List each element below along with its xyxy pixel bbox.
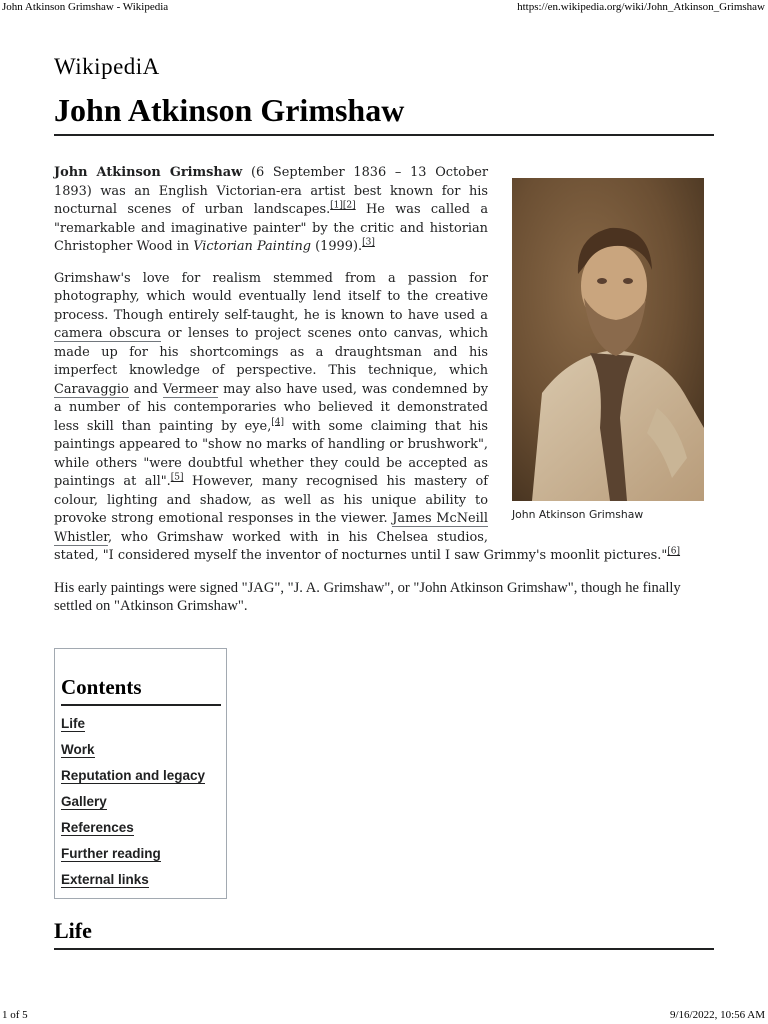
page-title: John Atkinson Grimshaw <box>54 92 405 128</box>
infobox-thumbnail <box>512 178 714 525</box>
print-page-count: 1 of 5 <box>2 1009 28 1021</box>
print-footer <box>0 1009 768 1024</box>
infobox-caption: John Atkinson Grimshaw <box>512 508 644 521</box>
article-body <box>54 164 714 629</box>
wikipedia-wordmark[interactable] <box>54 54 160 80</box>
lead-paragraph-2: Grimshaw's love for realism stemmed from a passion for photography, which would eventually lend itself to the creative process. Though entirely self-taught, he is known to have used a camera obscura or lenses to project scenes onto canvas, which made up for his shortcomings as a draughtsman and his imperfect knowledge of perspective. This technique, which Caravaggio and Vermeer may also have used, was condemned by a number of his contemporaries who believed it demonstrated less skill than painting by eye,[4] with some claiming that his paintings appeared to "show no marks of handling or brushwork", while others "were doubtful whether they could be accepted as paintings at all".[5] However, many recognised his mastery of colour, lighting and shadow, as well as his unique ability to provoke strong emotional responses in the viewer. James McNeill Whistler, who Grimshaw worked with in his Chelsea studios, stated, "I considered myself the inventor of nocturnes until I saw Grimmy's moonlit pictures."[6] <box>54 270 681 563</box>
link-camera-obscura[interactable]: camera obscura <box>54 326 162 341</box>
toc-item-life[interactable]: Life <box>61 716 86 731</box>
print-url: https://en.wikipedia.org/wiki/John_Atkinson_Grimshaw <box>517 1 765 13</box>
toc-item-external-links[interactable]: External links <box>61 872 149 887</box>
toc-item-gallery[interactable]: Gallery <box>61 794 107 809</box>
toc-item-work[interactable]: Work <box>61 742 95 757</box>
toc-item-further-reading[interactable]: Further reading <box>61 846 161 861</box>
lead-paragraph-3: His early paintings were signed "JAG", "J. A. Grimshaw", or "John Atkinson Grimshaw", though he finally settled on "Atkinson Grimshaw". <box>54 579 681 614</box>
citation-4[interactable]: [4] <box>271 417 285 428</box>
link-james-mcneill-whistler[interactable]: James McNeill Whistler <box>54 511 488 545</box>
portrait-photo[interactable] <box>512 178 704 501</box>
wordmark-text: WikipediA <box>54 54 160 79</box>
citation-5[interactable]: [5] <box>170 472 184 483</box>
link-vermeer[interactable]: Vermeer <box>162 381 219 397</box>
lead-paragraph-1: John Atkinson Grimshaw (6 September 1836 – 13 October 1893) was an English Victorian-era artist best known for his nocturnal scenes of urban landscapes.[1][2] He was called a "remarkable and imaginative painter" by the critic and historian Christopher Wood in Victorian Painting (1999).[3] <box>54 165 488 254</box>
print-header <box>0 1 768 17</box>
citation-3[interactable]: [3] <box>362 237 375 248</box>
subject-name: John Atkinson Grimshaw <box>54 165 243 180</box>
book-title: Victorian Painting <box>193 239 312 254</box>
toc-title: Contents <box>61 675 221 706</box>
citation-1[interactable]: [1] <box>330 200 343 211</box>
title-divider <box>54 134 714 136</box>
print-timestamp: 9/16/2022, 10:56 AM <box>669 1009 765 1021</box>
toc-item-references[interactable]: References <box>61 820 134 835</box>
citation-2[interactable]: [2] <box>342 200 356 211</box>
toc-list <box>61 712 220 894</box>
table-of-contents <box>54 648 227 899</box>
section-heading-life: Life <box>54 918 92 943</box>
citation-6[interactable]: [6] <box>667 546 681 557</box>
section-divider <box>54 948 714 950</box>
print-tab-title: John Atkinson Grimshaw - Wikipedia <box>2 1 169 13</box>
link-caravaggio[interactable]: Caravaggio <box>54 381 129 397</box>
toc-item-reputation-and-legacy[interactable]: Reputation and legacy <box>61 768 206 783</box>
